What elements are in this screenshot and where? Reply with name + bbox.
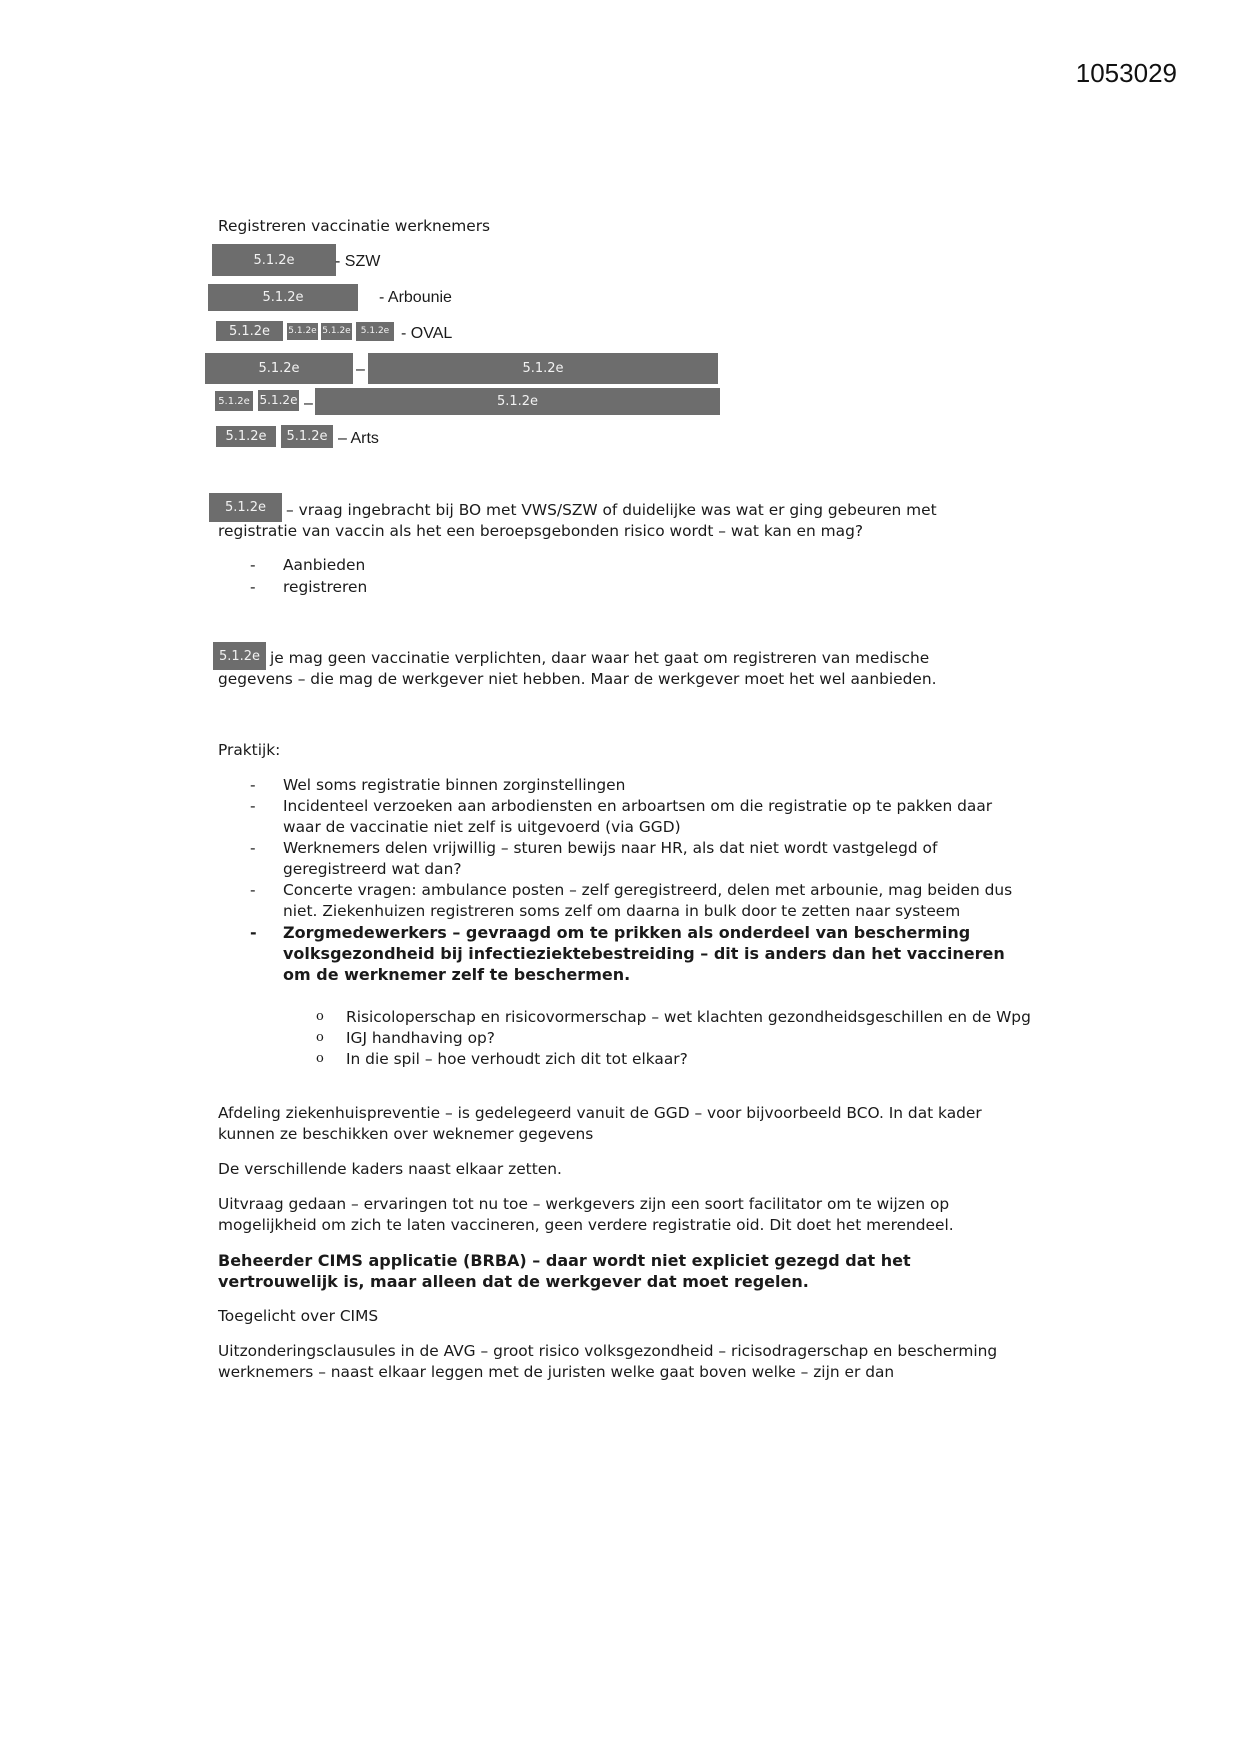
- statement-2-line-2: gegevens – die mag de werkgever niet hebben. Maar de werkgever moet het wel aanbieden.: [218, 670, 937, 688]
- redaction-box: 5.1.2e: [205, 353, 353, 384]
- redaction-box: 5.1.2e: [216, 426, 276, 447]
- list-item: - Incidenteel verzoeken aan arbodiensten en arboartsen om die registratie op te pakken daar waar de vaccinatie niet zelf is uitgevoerd (via GGD): [218, 796, 1018, 838]
- sublist-item: o In die spil – hoe verhoudt zich dit tot elkaar?: [282, 1049, 1042, 1070]
- paragraph-beheerder: Beheerder CIMS applicatie (BRBA) – daar wordt niet expliciet gezegd dat het vertrouwelijk is, maar alleen dat de werkgever dat moet regelen.: [218, 1251, 911, 1291]
- redaction-box: 5.1.2e: [315, 388, 720, 415]
- document-title: Registreren vaccinatie werknemers: [218, 217, 491, 235]
- sublist-item: o Risicoloperschap en risicovormerschap – wet klachten gezondheidsgeschillen en de Wpg: [282, 1007, 1042, 1028]
- praktijk-list: [218, 775, 1018, 985]
- attendee-org-oval: - OVAL: [401, 325, 453, 342]
- section-heading-praktijk: Praktijk:: [218, 741, 281, 759]
- list-item: - Aanbieden: [218, 555, 1018, 576]
- paragraph-toegelicht: Toegelicht over CIMS: [218, 1307, 379, 1325]
- praktijk-sublist: [282, 1007, 1042, 1070]
- attendee-role-arts: – Arts: [338, 430, 379, 447]
- attendee-org-arbounie: - Arbounie: [379, 289, 452, 306]
- redaction-box: 5.1.2e: [258, 390, 299, 411]
- redaction-box: 5.1.2e: [281, 425, 333, 448]
- redaction-box: 5.1.2e: [209, 493, 282, 522]
- list-item: - Wel soms registratie binnen zorginstellingen: [218, 775, 1018, 796]
- statement-1-line-2: registratie van vaccin als het een beroepsgebonden risico wordt – wat kan en mag?: [218, 522, 864, 540]
- redaction-box: 5.1.2e: [321, 323, 352, 340]
- list-item: - Werknemers delen vrijwillig – sturen bewijs naar HR, als dat niet wordt vastgelegd of geregistreerd wat dan?: [218, 838, 1018, 880]
- statement-2-line-1: je mag geen vaccinatie verplichten, daar waar het gaat om registreren van medische: [270, 649, 930, 667]
- redaction-box: 5.1.2e: [208, 284, 358, 311]
- attendee-separator: –: [356, 361, 365, 378]
- list-item-highlight: - Zorgmedewerkers – gevraagd om te prikken als onderdeel van bescherming volksgezondheid bij infectieziektebestreiding – dit is anders dan het vaccineren om de werknemer zelf te beschermen.: [218, 922, 1018, 985]
- redaction-box: 5.1.2e: [212, 244, 336, 276]
- paragraph-uitvraag: Uitvraag gedaan – ervaringen tot nu toe – werkgevers zijn een soort facilitator om te wijzen op mogelijkheid om zich te laten vaccineren, geen verdere registratie oid. Dit doet het merendeel.: [218, 1195, 954, 1234]
- statement-1-list: [218, 555, 1018, 598]
- paragraph-kaders: De verschillende kaders naast elkaar zetten.: [218, 1160, 562, 1178]
- redaction-box: 5.1.2e: [215, 391, 253, 411]
- redaction-box: 5.1.2e: [213, 642, 266, 670]
- list-item: - Concerte vragen: ambulance posten – zelf geregistreerd, delen met arbounie, mag beiden dus niet. Ziekenhuizen registreren soms zelf om daarna in bulk door te zetten naar systeem: [218, 880, 1018, 922]
- redaction-box: 5.1.2e: [216, 321, 283, 341]
- redaction-box: 5.1.2e: [368, 353, 718, 384]
- paragraph-afdeling: Afdeling ziekenhuispreventie – is gedelegeerd vanuit de GGD – voor bijvoorbeeld BCO. In dat kader kunnen ze beschikken over weknemer gegevens: [218, 1104, 982, 1143]
- document-number: 1053029: [1075, 58, 1177, 88]
- attendee-separator: –: [304, 395, 313, 412]
- statement-1-line-1: – vraag ingebracht bij BO met VWS/SZW of duidelijke was wat er ging gebeuren met: [286, 501, 937, 519]
- list-item: - registreren: [218, 577, 1018, 598]
- sublist-item: o IGJ handhaving op?: [282, 1028, 1042, 1049]
- attendee-org-szw: - SZW: [335, 253, 381, 270]
- paragraph-uitzondering: Uitzonderingsclausules in de AVG – groot risico volksgezondheid – ricisodragerschap en bescherming werknemers – naast elkaar leggen met de juristen welke gaat boven welke – zijn er dan: [218, 1342, 998, 1381]
- redaction-box: 5.1.2e: [287, 323, 318, 340]
- redaction-box: 5.1.2e: [356, 322, 394, 341]
